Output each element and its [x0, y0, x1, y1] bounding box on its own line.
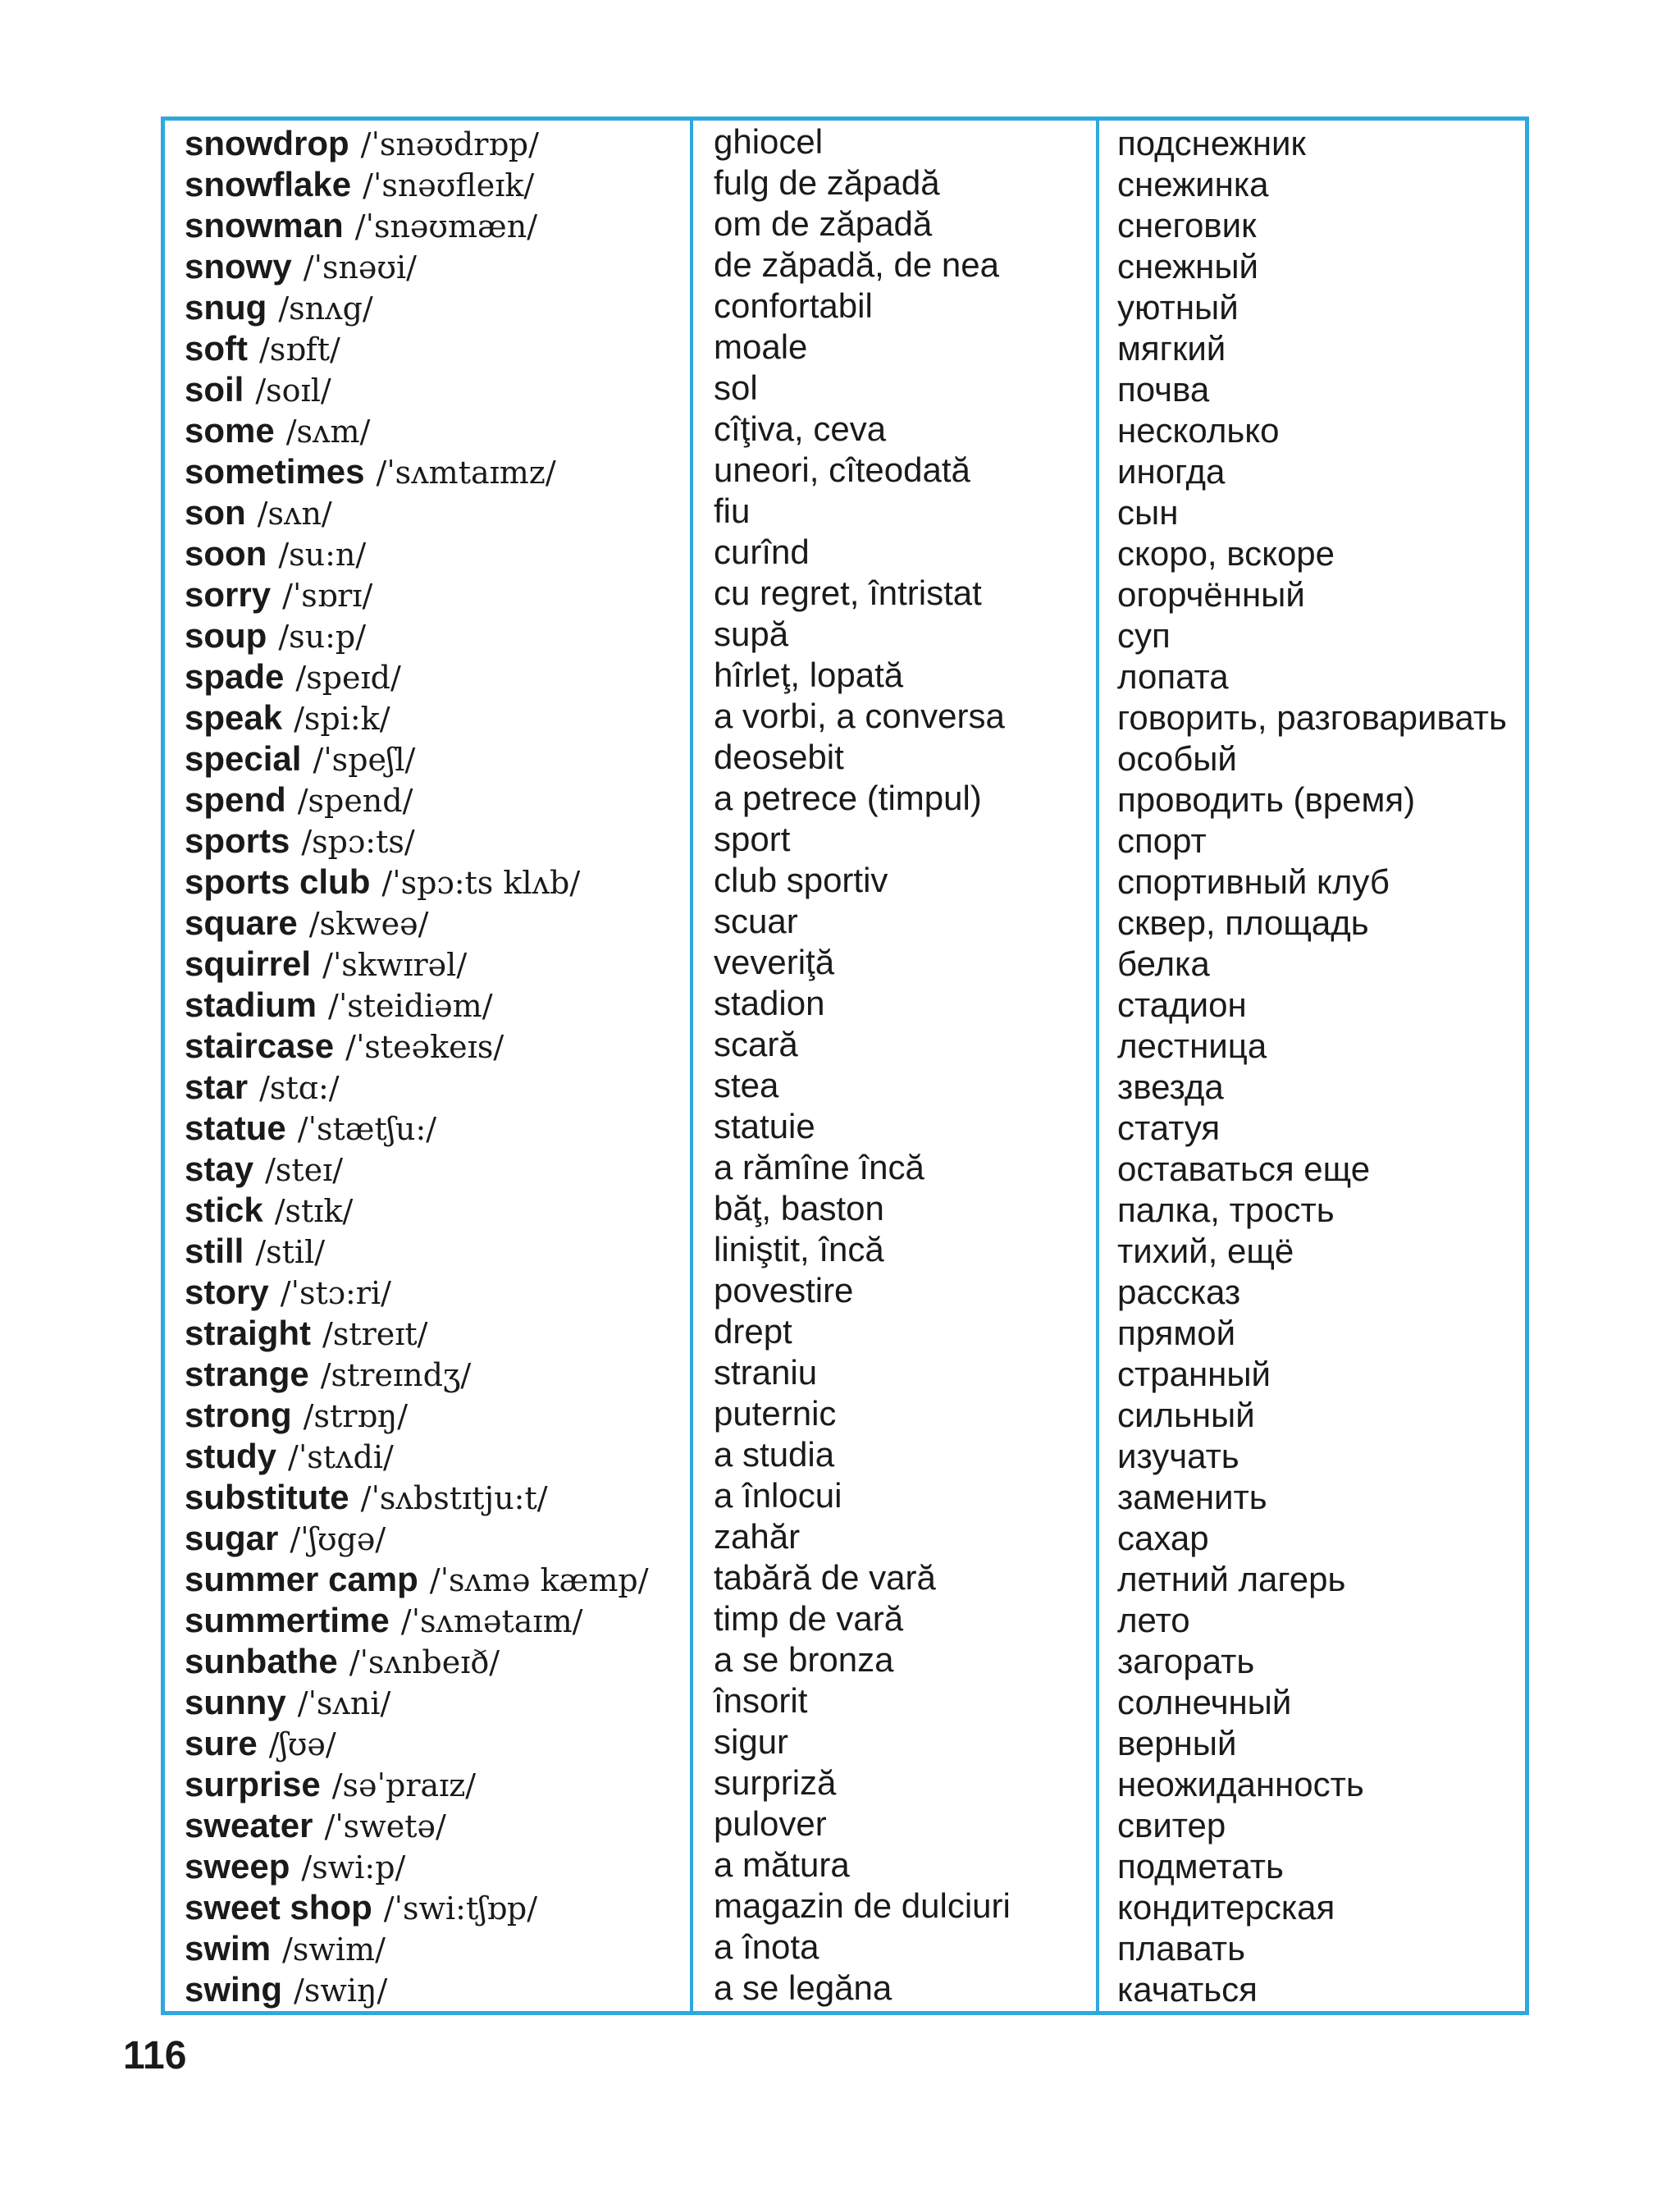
russian-translation: палка, трость	[1117, 1191, 1335, 1229]
transcription: /ˈspɔ:ts klʌb/	[381, 865, 581, 901]
english-entry	[185, 1477, 649, 1518]
russian-translation: рассказ	[1117, 1273, 1241, 1311]
russian-column	[1117, 123, 1507, 2010]
transcription: /ˈspeʃl/	[313, 742, 416, 778]
russian-translation: звезда	[1117, 1067, 1224, 1106]
headword: summertime	[185, 1601, 390, 1639]
transcription: /ˈstʌdi/	[288, 1439, 394, 1475]
russian-translation: сын	[1117, 493, 1179, 532]
russian-translation: почва	[1117, 370, 1210, 409]
headword: strange	[185, 1355, 309, 1393]
russian-translation: лестница	[1117, 1026, 1267, 1065]
romanian-translation: ghiocel	[714, 122, 824, 161]
headword: sweep	[185, 1847, 290, 1886]
english-entry	[185, 1190, 649, 1231]
english-entry	[185, 123, 649, 164]
english-entry	[185, 1354, 649, 1395]
headword: snowflake	[185, 165, 352, 203]
english-entry	[185, 1641, 649, 1682]
russian-translation: плавать	[1117, 1929, 1246, 1968]
transcription: /ˈsteidiəm/	[328, 988, 493, 1024]
english-entry	[185, 656, 649, 697]
headword: stadium	[185, 985, 317, 1024]
english-entry	[185, 821, 649, 862]
transcription: /swi:p/	[301, 1849, 406, 1886]
romanian-translation: a petrece (timpul)	[714, 779, 982, 817]
headword: snowy	[185, 247, 292, 286]
english-entry	[185, 1395, 649, 1436]
romanian-translation: club sportiv	[714, 861, 888, 899]
transcription: /spɔ:ts/	[301, 824, 415, 860]
transcription: /ˈsʌnbeɪð/	[349, 1644, 500, 1680]
russian-translation: солнечный	[1117, 1683, 1292, 1721]
russian-translation: иногда	[1117, 452, 1226, 491]
headword: staircase	[185, 1026, 335, 1065]
transcription: /ˈsnəʊdrɒp/	[360, 126, 539, 162]
romanian-translation: veveriţă	[714, 943, 835, 981]
romanian-translation: stea	[714, 1066, 779, 1104]
transcription: /ˈswetə/	[324, 1808, 446, 1844]
english-entry	[185, 328, 649, 369]
romanian-translation: pulover	[714, 1804, 827, 1843]
english-entry	[185, 1969, 649, 2010]
romanian-translation: moale	[714, 327, 808, 366]
headword: sometimes	[185, 452, 365, 491]
headword: snowman	[185, 206, 344, 245]
romanian-translation: cu regret, întristat	[714, 574, 982, 612]
english-entry	[185, 1600, 649, 1641]
romanian-translation: supă	[714, 615, 789, 653]
romanian-translation: a înlocui	[714, 1476, 842, 1515]
romanian-translation: liniştit, încă	[714, 1230, 884, 1268]
headword: sorry	[185, 575, 272, 614]
russian-translation: странный	[1117, 1355, 1271, 1393]
headword: snug	[185, 288, 267, 327]
romanian-translation: statuie	[714, 1107, 815, 1145]
russian-translation: тихий, ещё	[1117, 1232, 1294, 1270]
transcription: /spi:k/	[294, 701, 390, 737]
transcription: /ˈswi:tʃɒp/	[383, 1890, 538, 1927]
english-entry	[185, 1846, 649, 1887]
transcription: /stil/	[255, 1234, 326, 1270]
english-entry	[185, 1928, 649, 1969]
headword: strong	[185, 1396, 292, 1434]
romanian-column	[714, 121, 1011, 2009]
russian-translation: оставаться еще	[1117, 1150, 1371, 1188]
headword: story	[185, 1273, 269, 1311]
headword: sports club	[185, 862, 371, 901]
romanian-translation: uneori, cîteodată	[714, 450, 970, 489]
russian-translation: уютный	[1117, 288, 1239, 327]
english-entry	[185, 369, 649, 410]
headword: summer camp	[185, 1560, 418, 1598]
romanian-translation: fulg de zăpadă	[714, 163, 940, 202]
romanian-translation: puternic	[714, 1394, 837, 1433]
russian-translation: кондитерская	[1117, 1888, 1335, 1927]
romanian-translation: sigur	[714, 1722, 789, 1761]
english-entry	[185, 410, 649, 451]
headword: surprise	[185, 1765, 321, 1803]
russian-translation: лопата	[1117, 657, 1229, 696]
column-divider-english-romanian	[690, 121, 693, 2011]
transcription: /su:p/	[278, 619, 367, 655]
russian-translation: верный	[1117, 1724, 1237, 1762]
english-entry	[185, 1231, 649, 1272]
transcription: /ˈsʌbstɪtju:t/	[360, 1480, 548, 1516]
romanian-translation: băţ, baston	[714, 1189, 884, 1227]
headword: son	[185, 493, 246, 532]
russian-translation: суп	[1117, 616, 1171, 655]
headword: special	[185, 739, 302, 778]
romanian-translation: zahăr	[714, 1517, 801, 1556]
english-entry	[185, 1272, 649, 1313]
english-entry	[185, 1518, 649, 1559]
english-entry	[185, 1764, 649, 1805]
english-entry	[185, 1313, 649, 1354]
english-entry	[185, 1723, 649, 1764]
transcription: /speɪd/	[295, 660, 401, 696]
russian-translation: качаться	[1117, 1970, 1258, 2009]
russian-translation: особый	[1117, 739, 1237, 778]
russian-translation: говорить, разговаривать	[1117, 698, 1507, 737]
russian-translation: мягкий	[1117, 329, 1226, 368]
headword: soft	[185, 329, 248, 368]
headword: speak	[185, 698, 283, 737]
russian-translation: белка	[1117, 944, 1210, 983]
transcription: /ˈsnəʊmæn/	[354, 208, 538, 245]
romanian-translation: însorit	[714, 1681, 808, 1720]
transcription: /streɪt/	[322, 1316, 428, 1352]
headword: soup	[185, 616, 267, 655]
russian-translation: сильный	[1117, 1396, 1255, 1434]
transcription: /sʌm/	[285, 414, 371, 450]
headword: sunbathe	[185, 1642, 338, 1680]
russian-translation: снеговик	[1117, 206, 1257, 245]
romanian-translation: a se bronza	[714, 1640, 894, 1679]
headword: spade	[185, 657, 285, 696]
english-entry	[185, 451, 649, 492]
transcription: /steɪ/	[265, 1152, 344, 1188]
transcription: /stɑ:/	[259, 1070, 340, 1106]
romanian-translation: a mătura	[714, 1845, 850, 1884]
headword: substitute	[185, 1478, 349, 1516]
headword: stay	[185, 1150, 254, 1188]
transcription: /səˈpraɪz/	[331, 1767, 477, 1803]
transcription: /ˈsʌmtaɪmz/	[376, 455, 556, 491]
romanian-translation: straniu	[714, 1353, 818, 1392]
romanian-translation: tabără de vară	[714, 1558, 936, 1597]
english-entry	[185, 985, 649, 1026]
english-entry	[185, 1067, 649, 1108]
russian-translation: заменить	[1117, 1478, 1267, 1516]
transcription: /ˈstætʃu:/	[297, 1111, 437, 1147]
english-entry	[185, 533, 649, 574]
russian-translation: сквер, площадь	[1117, 903, 1369, 942]
headword: some	[185, 411, 275, 450]
romanian-translation: deosebit	[714, 738, 844, 776]
headword: statue	[185, 1108, 286, 1147]
transcription: /sʌn/	[257, 496, 332, 532]
russian-translation: огорчённый	[1117, 575, 1305, 614]
transcription: /ˈstɔ:ri/	[280, 1275, 391, 1311]
english-entry	[185, 1559, 649, 1600]
transcription: /ˈsnəʊi/	[303, 249, 417, 286]
transcription: /skweə/	[308, 906, 429, 942]
transcription: /strɒŋ/	[303, 1398, 408, 1434]
english-column	[185, 123, 649, 2010]
headword: sugar	[185, 1519, 279, 1557]
romanian-translation: sol	[714, 368, 758, 407]
headword: stick	[185, 1191, 263, 1229]
transcription: /spend/	[297, 783, 413, 819]
transcription: /su:n/	[278, 537, 367, 573]
english-entry	[185, 492, 649, 533]
russian-translation: неожиданность	[1117, 1765, 1364, 1803]
romanian-translation: om de zăpadă	[714, 204, 933, 243]
headword: still	[185, 1232, 244, 1270]
headword: study	[185, 1437, 277, 1475]
transcription: /ˈsʌni/	[297, 1685, 391, 1721]
headword: soil	[185, 370, 244, 409]
english-entry	[185, 944, 649, 985]
romanian-translation: magazin de dulciuri	[714, 1886, 1011, 1925]
column-divider-romanian-russian	[1096, 121, 1099, 2011]
russian-translation: спорт	[1117, 821, 1207, 860]
romanian-translation: scuar	[714, 902, 798, 940]
romanian-translation: hîrleţ, lopată	[714, 656, 904, 694]
english-entry	[185, 779, 649, 821]
romanian-translation: curînd	[714, 533, 810, 571]
russian-translation: стадион	[1117, 985, 1247, 1024]
english-entry	[185, 287, 649, 328]
russian-translation: несколько	[1117, 411, 1280, 450]
headword: squirrel	[185, 944, 312, 983]
page-number: 116	[123, 2034, 187, 2078]
russian-translation: летний лагерь	[1117, 1560, 1346, 1598]
english-entry	[185, 205, 649, 246]
english-entry	[185, 1108, 649, 1149]
headword: spend	[185, 780, 286, 819]
english-entry	[185, 862, 649, 903]
transcription: /stɪk/	[274, 1193, 354, 1229]
headword: square	[185, 903, 298, 942]
headword: sure	[185, 1724, 258, 1762]
english-entry	[185, 246, 649, 287]
russian-translation: изучать	[1117, 1437, 1239, 1475]
russian-translation: свитер	[1117, 1806, 1226, 1844]
romanian-translation: povestire	[714, 1271, 854, 1310]
romanian-translation: a studia	[714, 1435, 835, 1474]
headword: sweater	[185, 1806, 313, 1844]
romanian-translation: a rămîne încă	[714, 1148, 924, 1186]
transcription: /ˈsʌmətaɪm/	[400, 1603, 583, 1639]
russian-translation: скоро, вскоре	[1117, 534, 1335, 573]
english-entry	[185, 697, 649, 738]
romanian-translation: stadion	[714, 984, 825, 1022]
headword: swing	[185, 1970, 283, 2009]
headword: soon	[185, 534, 267, 573]
transcription: /swiŋ/	[294, 1972, 388, 2009]
russian-translation: спортивный клуб	[1117, 862, 1390, 901]
russian-translation: подметать	[1117, 1847, 1284, 1886]
romanian-translation: sport	[714, 820, 791, 858]
transcription: /soɪl/	[255, 373, 331, 409]
headword: sunny	[185, 1683, 286, 1721]
english-entry	[185, 1805, 649, 1846]
romanian-translation: a se legăna	[714, 1968, 892, 2007]
headword: star	[185, 1067, 249, 1106]
transcription: /ˈsnəʊfleɪk/	[363, 167, 535, 203]
english-entry	[185, 574, 649, 615]
english-entry	[185, 615, 649, 656]
english-entry	[185, 738, 649, 779]
transcription: /ˈsʌmə kæmp/	[429, 1562, 649, 1598]
transcription: /ˈsteəkeɪs/	[345, 1029, 504, 1065]
romanian-translation: fiu	[714, 491, 751, 530]
transcription: /streɪndʒ/	[320, 1357, 472, 1393]
russian-translation: прямой	[1117, 1314, 1236, 1352]
english-entry	[185, 1436, 649, 1477]
russian-translation: снежный	[1117, 247, 1259, 286]
english-entry	[185, 903, 649, 944]
russian-translation: загорать	[1117, 1642, 1255, 1680]
romanian-translation: drept	[714, 1312, 792, 1351]
transcription: /snʌg/	[278, 290, 373, 327]
english-entry	[185, 1149, 649, 1190]
russian-translation: снежинка	[1117, 165, 1269, 203]
english-entry	[185, 1682, 649, 1723]
headword: sweet shop	[185, 1888, 372, 1927]
romanian-translation: confortabil	[714, 286, 873, 325]
transcription: /ˈsɒrɪ/	[282, 578, 373, 614]
russian-translation: статуя	[1117, 1108, 1221, 1147]
headword: straight	[185, 1314, 312, 1352]
headword: swim	[185, 1929, 272, 1968]
english-entry	[185, 1887, 649, 1928]
headword: sports	[185, 821, 290, 860]
romanian-translation: timp de vară	[714, 1599, 904, 1638]
english-entry	[185, 1026, 649, 1067]
russian-translation: сахар	[1117, 1519, 1209, 1557]
russian-translation: проводить (время)	[1117, 780, 1416, 819]
headword: snowdrop	[185, 124, 349, 162]
transcription: /swim/	[282, 1931, 386, 1968]
romanian-translation: a vorbi, a conversa	[714, 697, 1005, 735]
russian-translation: лето	[1117, 1601, 1190, 1639]
romanian-translation: a înota	[714, 1927, 819, 1966]
transcription: /ˈʃʊgə/	[290, 1521, 386, 1557]
transcription: /ʃʊə/	[268, 1726, 336, 1762]
transcription: /ˈskwɪrəl/	[322, 947, 468, 983]
transcription: /sɒft/	[259, 331, 340, 368]
romanian-translation: surpriză	[714, 1763, 837, 1802]
romanian-translation: cîţiva, ceva	[714, 409, 887, 448]
russian-translation: подснежник	[1117, 124, 1306, 162]
romanian-translation: scară	[714, 1025, 798, 1063]
romanian-translation: de zăpadă, de nea	[714, 245, 999, 284]
english-entry	[185, 164, 649, 205]
